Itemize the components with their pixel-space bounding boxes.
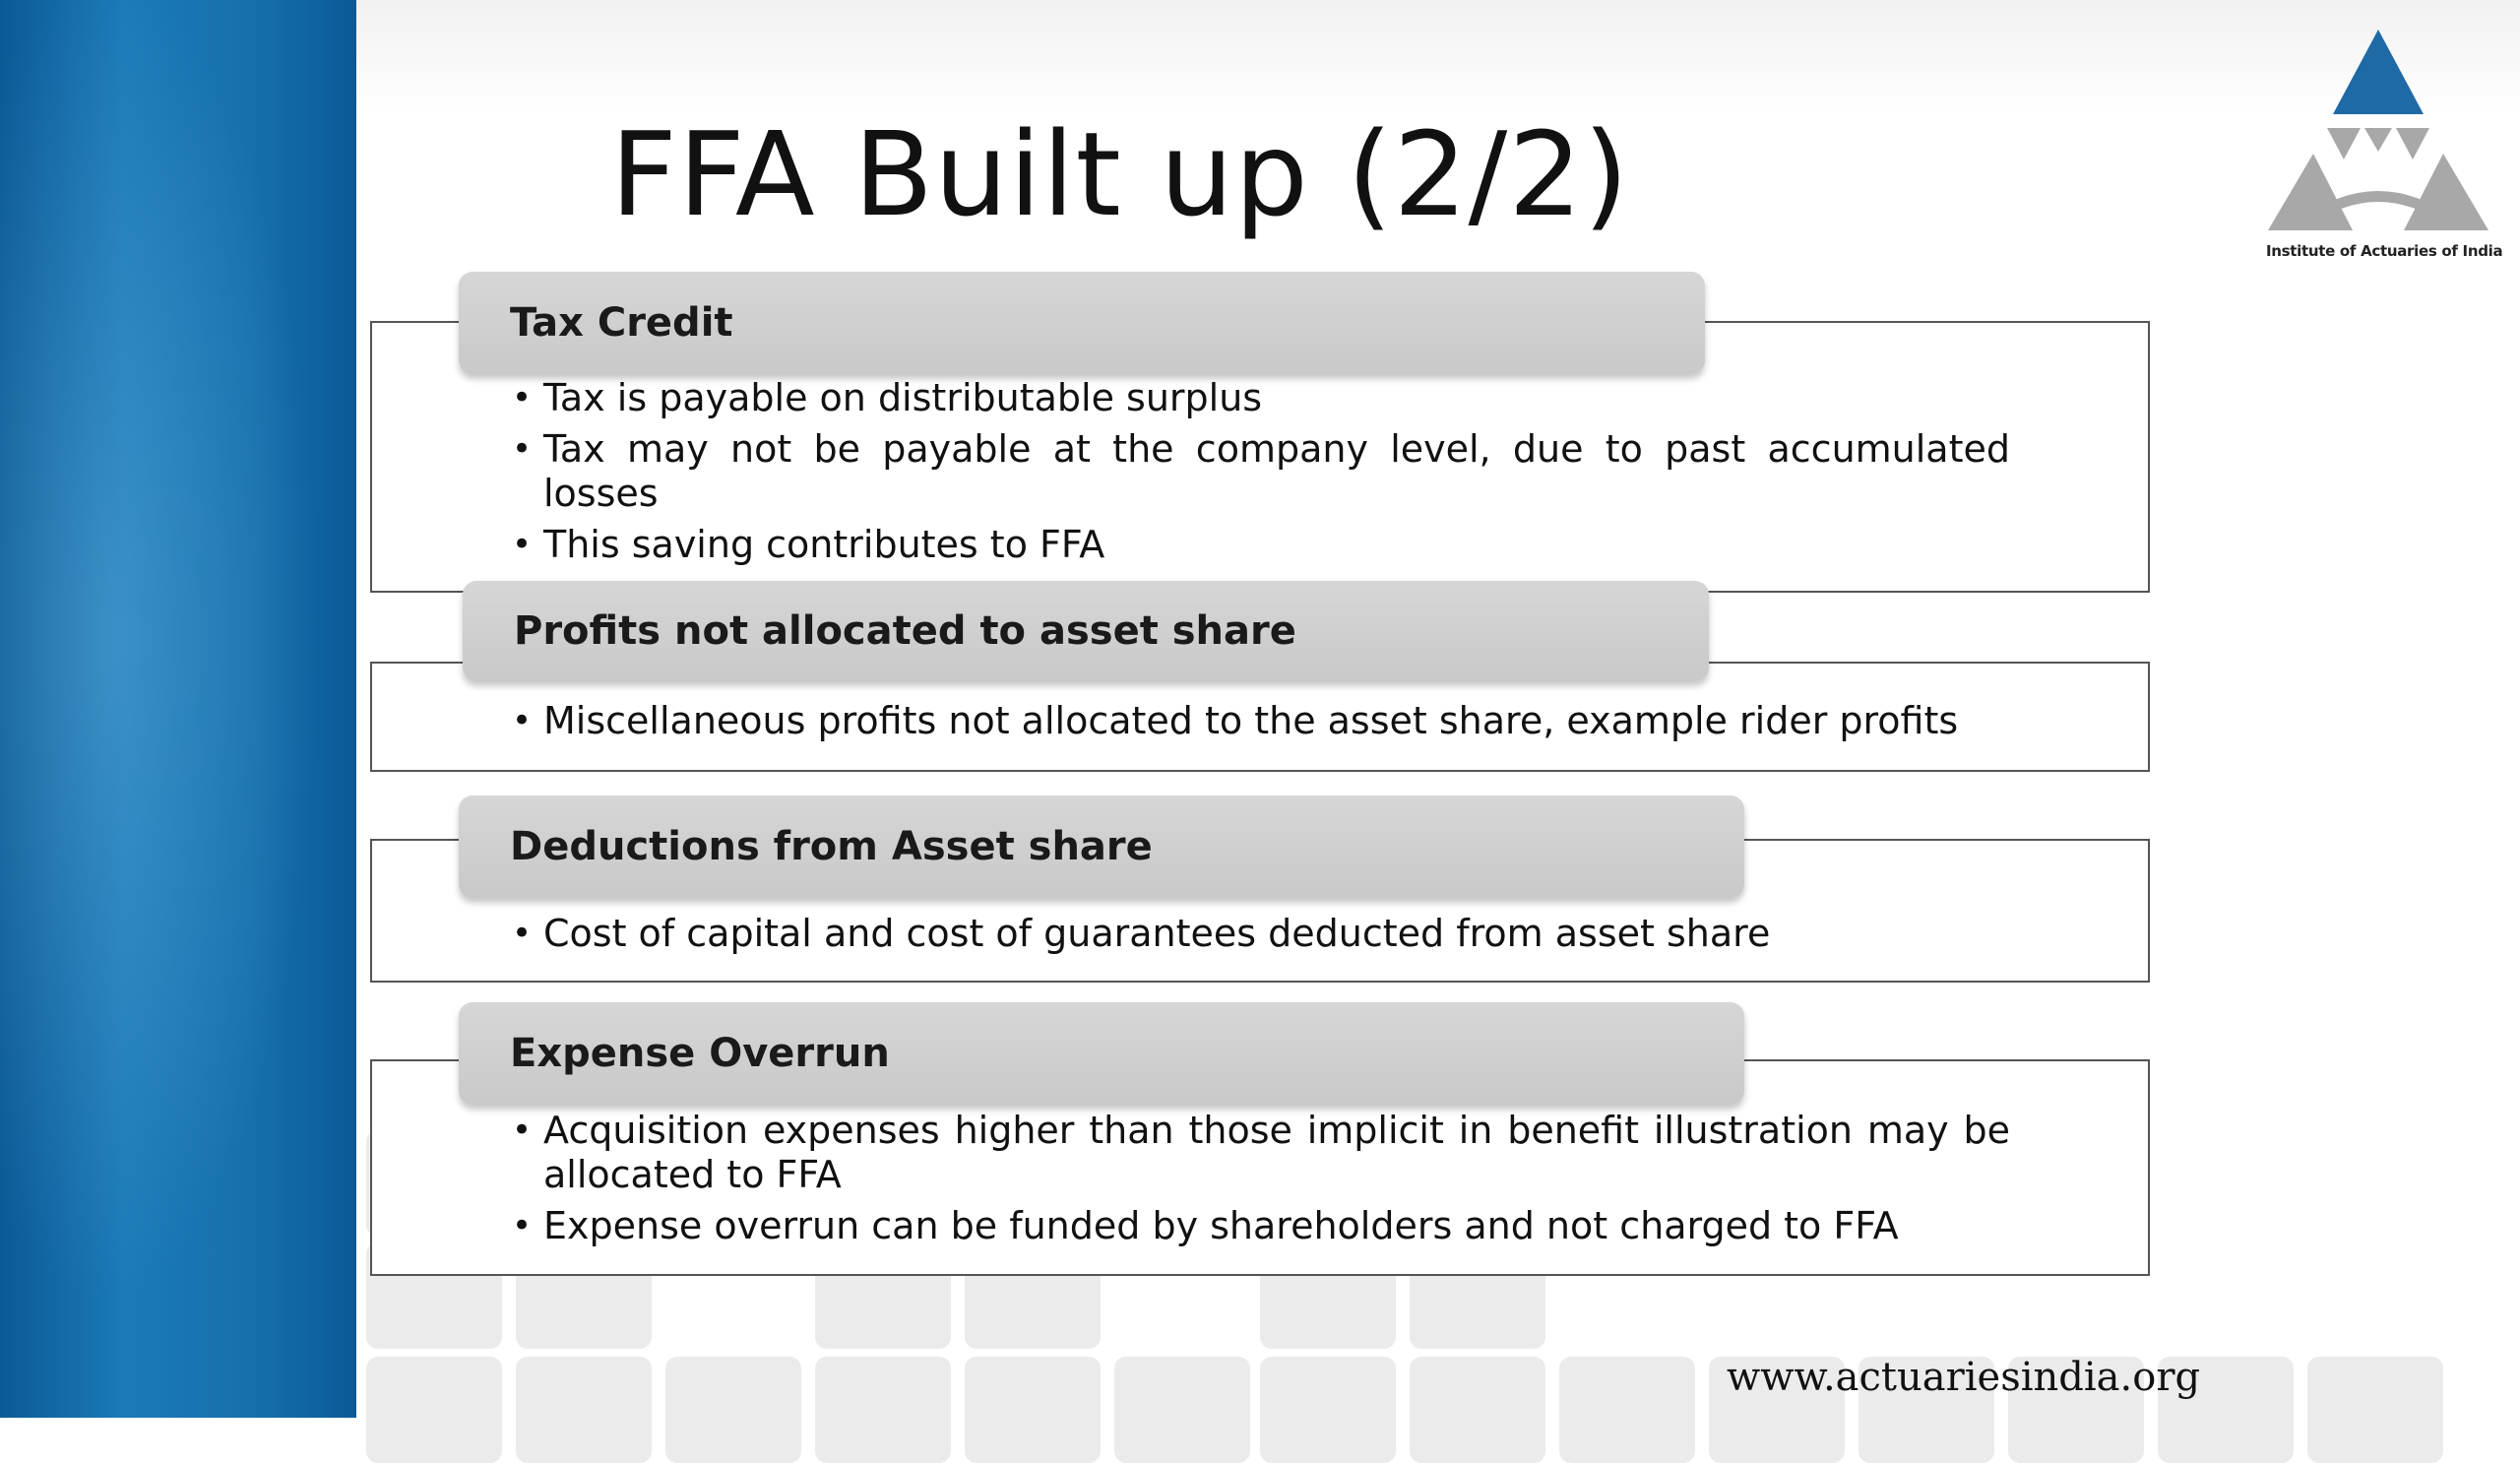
list-item: • Tax is payable on distributable surplus [512, 376, 2010, 420]
tax-credit-bullet-list [512, 376, 2010, 574]
section-heading: Expense Overrun [510, 1031, 890, 1076]
expense-overrun-header [459, 1002, 1744, 1105]
decorative-tile [366, 1357, 502, 1463]
list-item: • Tax may not be payable at the company level, due to past accumulated losses [512, 427, 2010, 516]
left-blue-sidebar [0, 0, 356, 1418]
section-heading: Profits not allocated to asset share [514, 608, 1296, 654]
list-item: • Cost of capital and cost of guarantees deducted from asset share [512, 912, 2087, 956]
profits-not-allocated-bullet-list [512, 699, 2087, 750]
logo-caption: Institute of Actuaries of India [2266, 242, 2503, 260]
slide-title: FFA Built up (2/2) [610, 106, 1630, 242]
list-item: • Expense overrun can be funded by shareholders and not charged to FFA [512, 1204, 2010, 1248]
tax-credit-header [459, 272, 1705, 374]
institute-logo-icon [2262, 26, 2494, 262]
decorative-tile [965, 1357, 1101, 1463]
decorative-tile [1260, 1357, 1396, 1463]
decorative-tile [2307, 1357, 2443, 1463]
decorative-tile [1114, 1357, 1250, 1463]
list-item: • Miscellaneous profits not allocated to the asset share, example rider profits [512, 699, 2087, 743]
section-heading: Tax Credit [510, 300, 733, 346]
decorative-tile [1559, 1357, 1695, 1463]
deductions-header [459, 795, 1744, 898]
expense-overrun-bullet-list [512, 1109, 2010, 1255]
section-heading: Deductions from Asset share [510, 824, 1153, 869]
list-item: • This saving contributes to FFA [512, 523, 2010, 567]
decorative-tile [815, 1357, 951, 1463]
decorative-tile [665, 1357, 801, 1463]
list-item: • Acquisition expenses higher than those implicit in benefit illustration may be allocated to FFA [512, 1109, 2010, 1197]
footer-website-url: www.actuariesindia.org [1727, 1355, 2201, 1400]
deductions-bullet-list [512, 912, 2087, 963]
decorative-tile [516, 1357, 652, 1463]
profits-not-allocated-header [463, 581, 1709, 681]
decorative-tile [1410, 1357, 1545, 1463]
